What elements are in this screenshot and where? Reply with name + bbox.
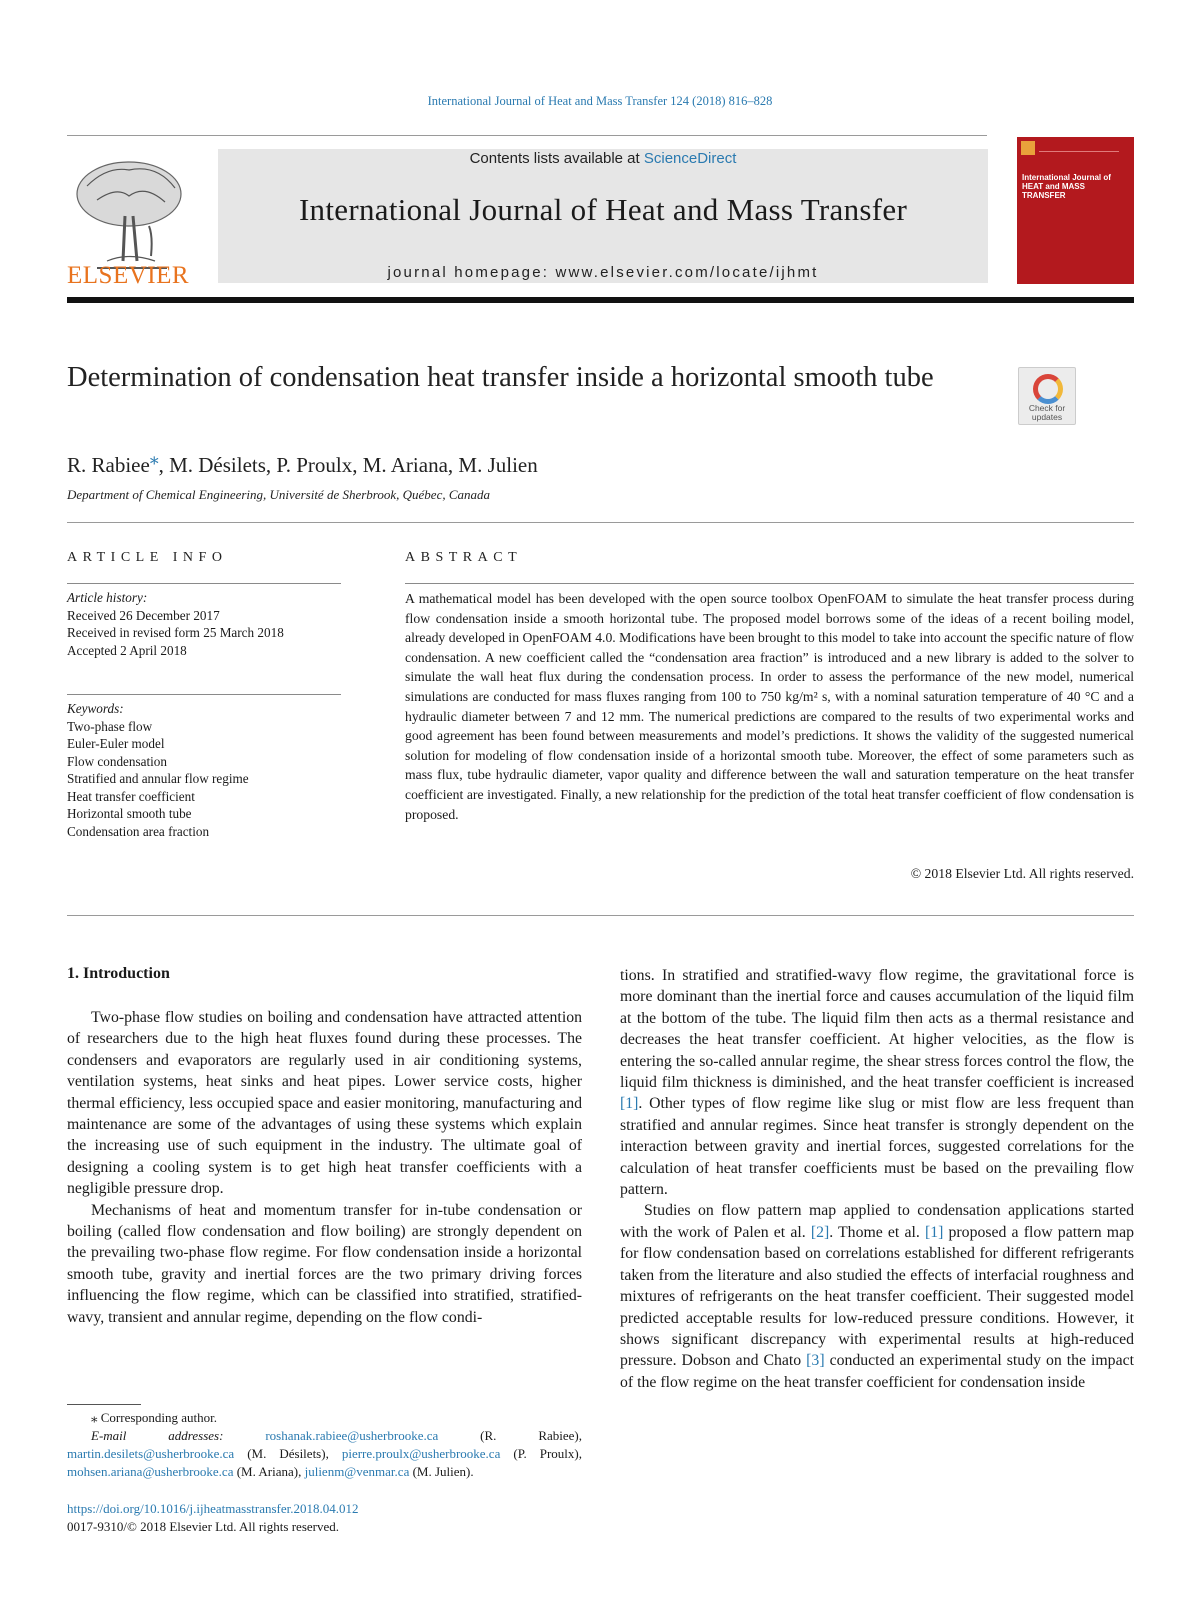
keyword-item: Stratified and annular flow regime — [67, 771, 249, 786]
cover-title: International Journal of HEAT and MASS TRANSFER — [1022, 173, 1111, 200]
email-link[interactable]: martin.desilets@usherbrooke.ca — [67, 1446, 235, 1461]
keyword-item: Heat transfer coefficient — [67, 788, 195, 804]
reference-link[interactable]: [3] — [806, 1352, 825, 1370]
journal-cover-thumbnail[interactable] — [1017, 137, 1134, 284]
keywords-label: Keywords: — [67, 701, 124, 716]
abstract-heading: ABSTRACT — [405, 550, 523, 565]
introduction-heading: 1. Introduction — [67, 965, 170, 982]
history-accepted: Accepted 2 April 2018 — [67, 642, 187, 658]
paragraph: Two-phase flow studies on boiling and condensation have attracted attention of researchers due to the high heat fluxes found during these processes. The condensers and evaporators are regularly used in air conditioning systems, ventilation systems, heat sinks and heat pipes. Lower service costs, higher thermal efficiency, less occupied space and easier monitoring, manufacturing and maintenance are some of the advantages of using these systems which explain the increasing use of such equipment in the industry. The ultimate goal of designing a cooling system is to get high heat transfer coefficients with a negligible pressure drop. — [67, 1009, 582, 1198]
keywords-list — [67, 700, 341, 840]
journal-citation-link[interactable]: International Journal of Heat and Mass Transfer 124 (2018) 816–828 — [427, 94, 773, 108]
keyword-item: Flow condensation — [67, 753, 167, 769]
corresponding-author-marker[interactable]: ⁎ — [149, 448, 159, 468]
updates-icon — [1033, 374, 1063, 404]
paragraph: Studies on flow pattern map applied to condensation applications started with the work of Palen et al. [2]. Thome et al. [1] proposed a flow pattern map for flow condensation based on correlations established for different refrigerants taken from the literature and also studied the effects of interfacial roughness and mixtures of refrigerants on the heat transfer coefficient. Their suggested model predicted acceptable results for low-reduced pressure conditions. However, it shows significant discrepancy with experimental results at high-reduced pressure. Dobson and Chato [3] conducted an experimental study on the impact of the flow regime on the heat transfer coefficient for condensation inside — [620, 1202, 1134, 1391]
history-revised: Received in revised form 25 March 2018 — [67, 625, 284, 640]
sciencedirect-link[interactable]: ScienceDirect — [643, 150, 737, 167]
check-for-updates-badge[interactable] — [1018, 367, 1076, 425]
article-history — [67, 589, 341, 659]
paragraph: Mechanisms of heat and momentum transfer for in-tube condensation or boiling (called flow condensation and flow boiling) are strongly dependent on the prevailing two-phase flow regime. For flow condensation inside a horizontal smooth tube, gravity and inertial forces are the two primary driving forces influencing the flow regime, which can be classified into stratified, stratified-wavy, transient and annular regime, depending on the flow condi- — [67, 1201, 582, 1326]
body-column-left — [67, 1007, 582, 1328]
cover-logo-icon — [1021, 141, 1035, 155]
reference-link[interactable]: [1] — [620, 1095, 639, 1113]
journal-title: International Journal of Heat and Mass Transfer — [298, 192, 908, 227]
abstract-copyright: © 2018 Elsevier Ltd. All rights reserved. — [910, 866, 1134, 881]
reference-link[interactable]: [2] — [810, 1223, 830, 1241]
keyword-item: Condensation area fraction — [67, 823, 210, 839]
history-received: Received 26 December 2017 — [67, 607, 220, 623]
author-name: R. Rabiee — [67, 453, 150, 477]
history-label: Article history: — [67, 590, 148, 605]
author-list — [67, 448, 538, 478]
co-authors: , M. Désilets, P. Proulx, M. Ariana, M. Julien — [158, 453, 538, 477]
body-column-right — [620, 965, 1134, 1393]
keyword-item: Two-phase flow — [67, 718, 153, 734]
doi-block — [67, 1500, 359, 1536]
keyword-item: Horizontal smooth tube — [67, 806, 192, 821]
email-addresses: E-mail addresses: roshanak.rabiee@usherbrooke.ca (R. Rabiee), martin.desilets@usherbrooke.ca (M. Désilets), pierre.proulx@usherbrooke.ca (P. Proulx), mohsen.ariana@usherbrooke.ca (M. Ariana), julienm@venmar.ca (M. Julien). — [67, 1428, 582, 1479]
paragraph: tions. In stratified and stratified-wavy flow regime, the gravitational force is more dominant than the inertial force and causes accumulation of the liquid film at the bottom of the tube. The liquid film then acts as a thermal resistance and decreases the heat transfer coefficient. At higher velocities, as the flow is entering the so-called annular regime, the shear stress forces control the flow, the liquid film thickness is diminished, and the heat transfer coefficient is increased [1]. Other types of flow regime like slug or mist flow are less frequent than stratified and annular regimes. Since heat transfer is strongly dependent on the interaction between gravity and inertial forces, suggested correlations for the calculation of heat transfer coefficients must be based on the prevailing flow pattern. — [620, 967, 1134, 1199]
contents-available-line: Contents lists available at ScienceDirect — [469, 150, 737, 167]
footnote-rule — [67, 1404, 141, 1405]
abstract-end-divider — [67, 915, 1134, 916]
doi-link[interactable]: https://doi.org/10.1016/j.ijheatmasstransfer.2018.04.012 — [67, 1501, 359, 1516]
updates-label: Check for updates — [1028, 403, 1066, 422]
email-link[interactable]: roshanak.rabiee@usherbrooke.ca — [265, 1428, 439, 1443]
cover-line — [1039, 151, 1119, 152]
journal-homepage[interactable]: journal homepage: www.elsevier.com/locate/ijhmt — [387, 264, 819, 281]
header-thick-rule — [67, 297, 1134, 303]
keyword-item: Euler-Euler model — [67, 736, 165, 751]
corresponding-author-note: ⁎ Corresponding author. — [91, 1410, 218, 1425]
abstract-text: A mathematical model has been developed with the open source toolbox OpenFOAM to simulate the heat transfer process during flow condensation inside a smooth horizontal tube. The proposed model borrows some of the ideas of a recent boiling model, already developed in OpenFOAM 4.0. Modifications have been brought to this model to take into account the specific nature of flow condensation. A new coefficient called the “condensation area fraction” is introduced and a new library is added to the solver to simulate the wall heat flux during the condensation process. In order to assess the performance of the new model, numerical simulations are conducted for mass fluxes ranging from 100 to 750 kg/m² s, with a nominal saturation temperature of 40 °C and a hydraulic diameter between 7 and 12 mm. The numerical predictions are compared to the results of two experimental works and good agreement has been found between measurements and model’s predictions. It shows the validity of the suggested numerical solution for modeling of flow condensation inside of a horizontal smooth tube. Moreover, the effect of some parameters such as mass flux, tube hydraulic diameter, vapor quality and difference between the wall and saturation temperature on the heat transfer coefficient are investigated. Finally, a new relationship for the prediction of the total heat transfer coefficient of flow condensation is proposed. — [405, 591, 1134, 822]
reference-link[interactable]: [1] — [924, 1223, 944, 1241]
issn-line: 0017-9310/© 2018 Elsevier Ltd. All rights reserved. — [67, 1519, 339, 1534]
article-info-heading: ARTICLE INFO — [67, 550, 228, 565]
keywords-divider — [67, 694, 341, 695]
article-title: Determination of condensation heat transfer inside a horizontal smooth tube — [67, 362, 934, 393]
abstract-divider — [405, 583, 1134, 584]
email-link[interactable]: mohsen.ariana@usherbrooke.ca — [67, 1464, 234, 1479]
article-info-divider — [67, 583, 341, 584]
elsevier-wordmark: ELSEVIER — [67, 262, 190, 289]
affiliation-divider — [67, 522, 1134, 523]
email-link[interactable]: julienm@venmar.ca — [304, 1464, 410, 1479]
affiliation: Department of Chemical Engineering, Université de Sherbrook, Québec, Canada — [67, 487, 491, 502]
header-divider — [67, 135, 987, 136]
email-link[interactable]: pierre.proulx@usherbrooke.ca — [341, 1446, 501, 1461]
footnote — [67, 1409, 582, 1481]
